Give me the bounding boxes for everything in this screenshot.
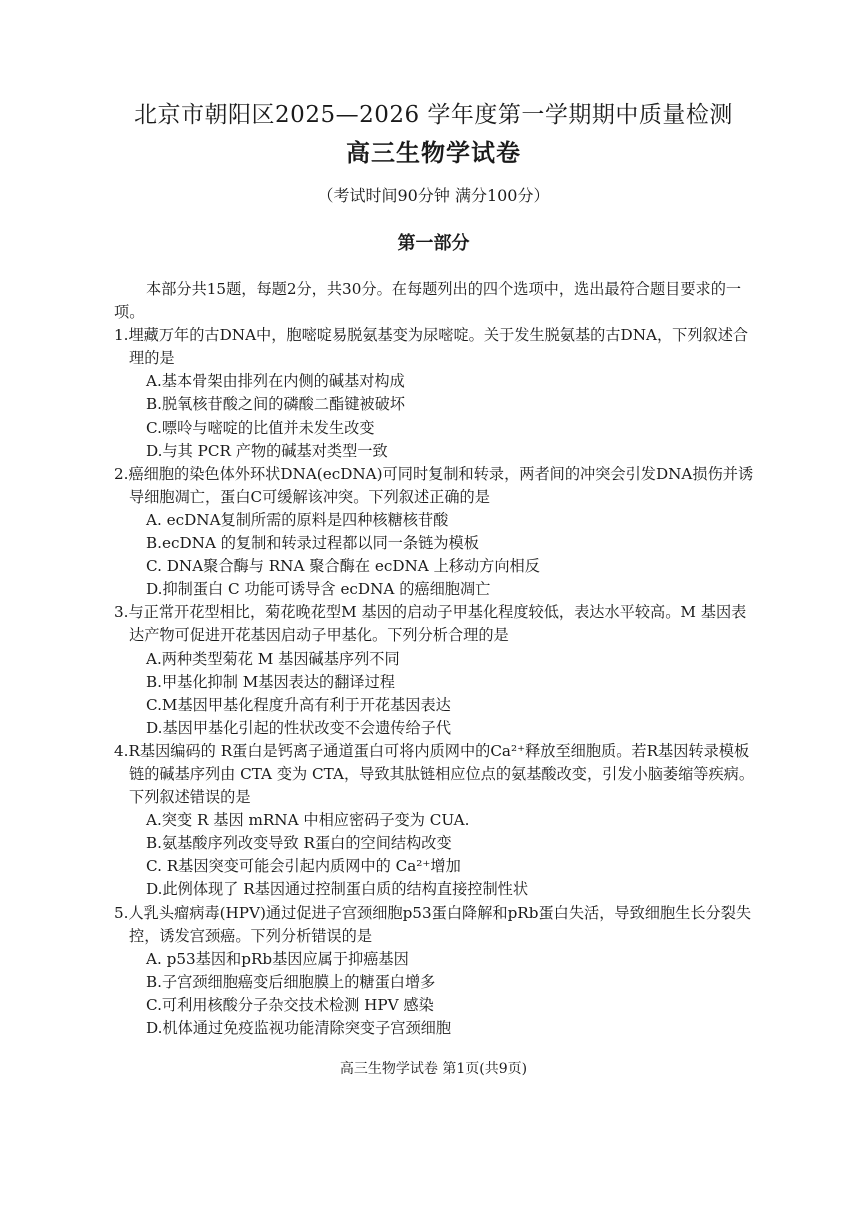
exam-subject-title: 高三生物学试卷 — [346, 138, 521, 167]
option-b: B.甲基化抑制 M基因表达的翻译过程 — [146, 672, 395, 691]
option-a: A. p53基因和pRb基因应属于抑癌基因 — [146, 949, 409, 968]
exam-body — [114, 278, 754, 1040]
option-c: C. R基因突变可能会引起内质网中的 Ca²⁺增加 — [146, 857, 461, 876]
page-footer: 高三生物学试卷 第1页(共9页) — [339, 1061, 528, 1077]
question-4 — [114, 740, 754, 902]
option-d: D.与其 PCR 产物的碱基对类型一致 — [146, 441, 388, 460]
option-a: A.两种类型菊花 M 基因碱基序列不同 — [146, 649, 400, 668]
question-stem: 5.人乳头瘤病毒(HPV)通过促进子宫颈细胞p53蛋白降解和pRb蛋白失活，导致细胞生长分裂失控，诱发宫颈癌。下列分析错误的是 — [114, 903, 752, 945]
option-b: B.子宫颈细胞癌变后细胞膜上的糖蛋白增多 — [146, 972, 436, 991]
option-c: C. DNA聚合酶与 RNA 聚合酶在 ecDNA 上移动方向相反 — [146, 557, 540, 576]
option-d: D.机体通过免疫监视功能清除突变子宫颈细胞 — [146, 1019, 452, 1037]
question-stem: 2.癌细胞的染色体外环状DNA(ecDNA)可同时复制和转录，两者间的冲突会引发DNA损伤并诱导细胞凋亡，蛋白C可缓解该冲突。下列叙述正确的是 — [114, 464, 754, 506]
option-d: D.抑制蛋白 C 功能可诱导含 ecDNA 的癌细胞凋亡 — [146, 580, 491, 599]
question-1 — [114, 324, 754, 463]
question-stem: 4.R基因编码的 R蛋白是钙离子通道蛋白可将内质网中的Ca²⁺释放至细胞质。若R基因转录模板链的碱基序列由 CTA 变为 CTA，导致其肽链相应位点的氨基酸改变，引发小脑萎缩等疾病。下列叙述错误的是 — [114, 741, 755, 807]
option-b: B.脱氧核苷酸之间的磷酸二酯键被破坏 — [146, 395, 405, 414]
option-a: A. ecDNA复制所需的原料是四种核糖核苷酸 — [146, 510, 449, 529]
option-a: A.基本骨架由排列在内侧的碱基对构成 — [146, 372, 405, 391]
exam-time-info: （考试时间90分钟 满分100分） — [317, 186, 550, 205]
question-5 — [114, 902, 754, 1041]
section-title: 第一部分 — [397, 233, 470, 254]
question-stem: 1.埋藏万年的古DNA中，胞嘧啶易脱氨基变为尿嘧啶。关于发生脱氨基的古DNA，下列叙述合理的是 — [114, 326, 749, 368]
option-d: D.此例体现了 R基因通过控制蛋白质的结构直接控制性状 — [146, 880, 529, 899]
question-3 — [114, 601, 754, 740]
question-stem: 3.与正常开花型相比，菊花晚花型M 基因的启动子甲基化程度较低，表达水平较高。M 基因表达产物可促进开花基因启动子甲基化。下列分析合理的是 — [114, 603, 747, 645]
option-c: C.嘌呤与嘧啶的比值并未发生改变 — [146, 418, 375, 437]
option-b: B.氨基酸序列改变导致 R蛋白的空间结构改变 — [146, 834, 452, 853]
option-c: C.可利用核酸分子杂交技术检测 HPV 感染 — [146, 995, 434, 1014]
exam-header-title: 北京市朝阳区2025—2026 学年度第一学期期中质量检测 — [134, 102, 733, 128]
option-c: C.M基因甲基化程度升高有利于开花基因表达 — [146, 695, 451, 714]
option-d: D.基因甲基化引起的性状改变不会遗传给子代 — [146, 718, 452, 737]
option-a: A.突变 R 基因 mRNA 中相应密码子变为 CUA. — [146, 811, 470, 830]
question-2 — [114, 463, 754, 602]
section-instructions: 本部分共15题，每题2分，共30分。在每题列出的四个选项中，选出最符合题目要求的一项。 — [114, 280, 742, 322]
option-b: B.ecDNA 的复制和转录过程都以同一条链为模板 — [146, 534, 479, 553]
